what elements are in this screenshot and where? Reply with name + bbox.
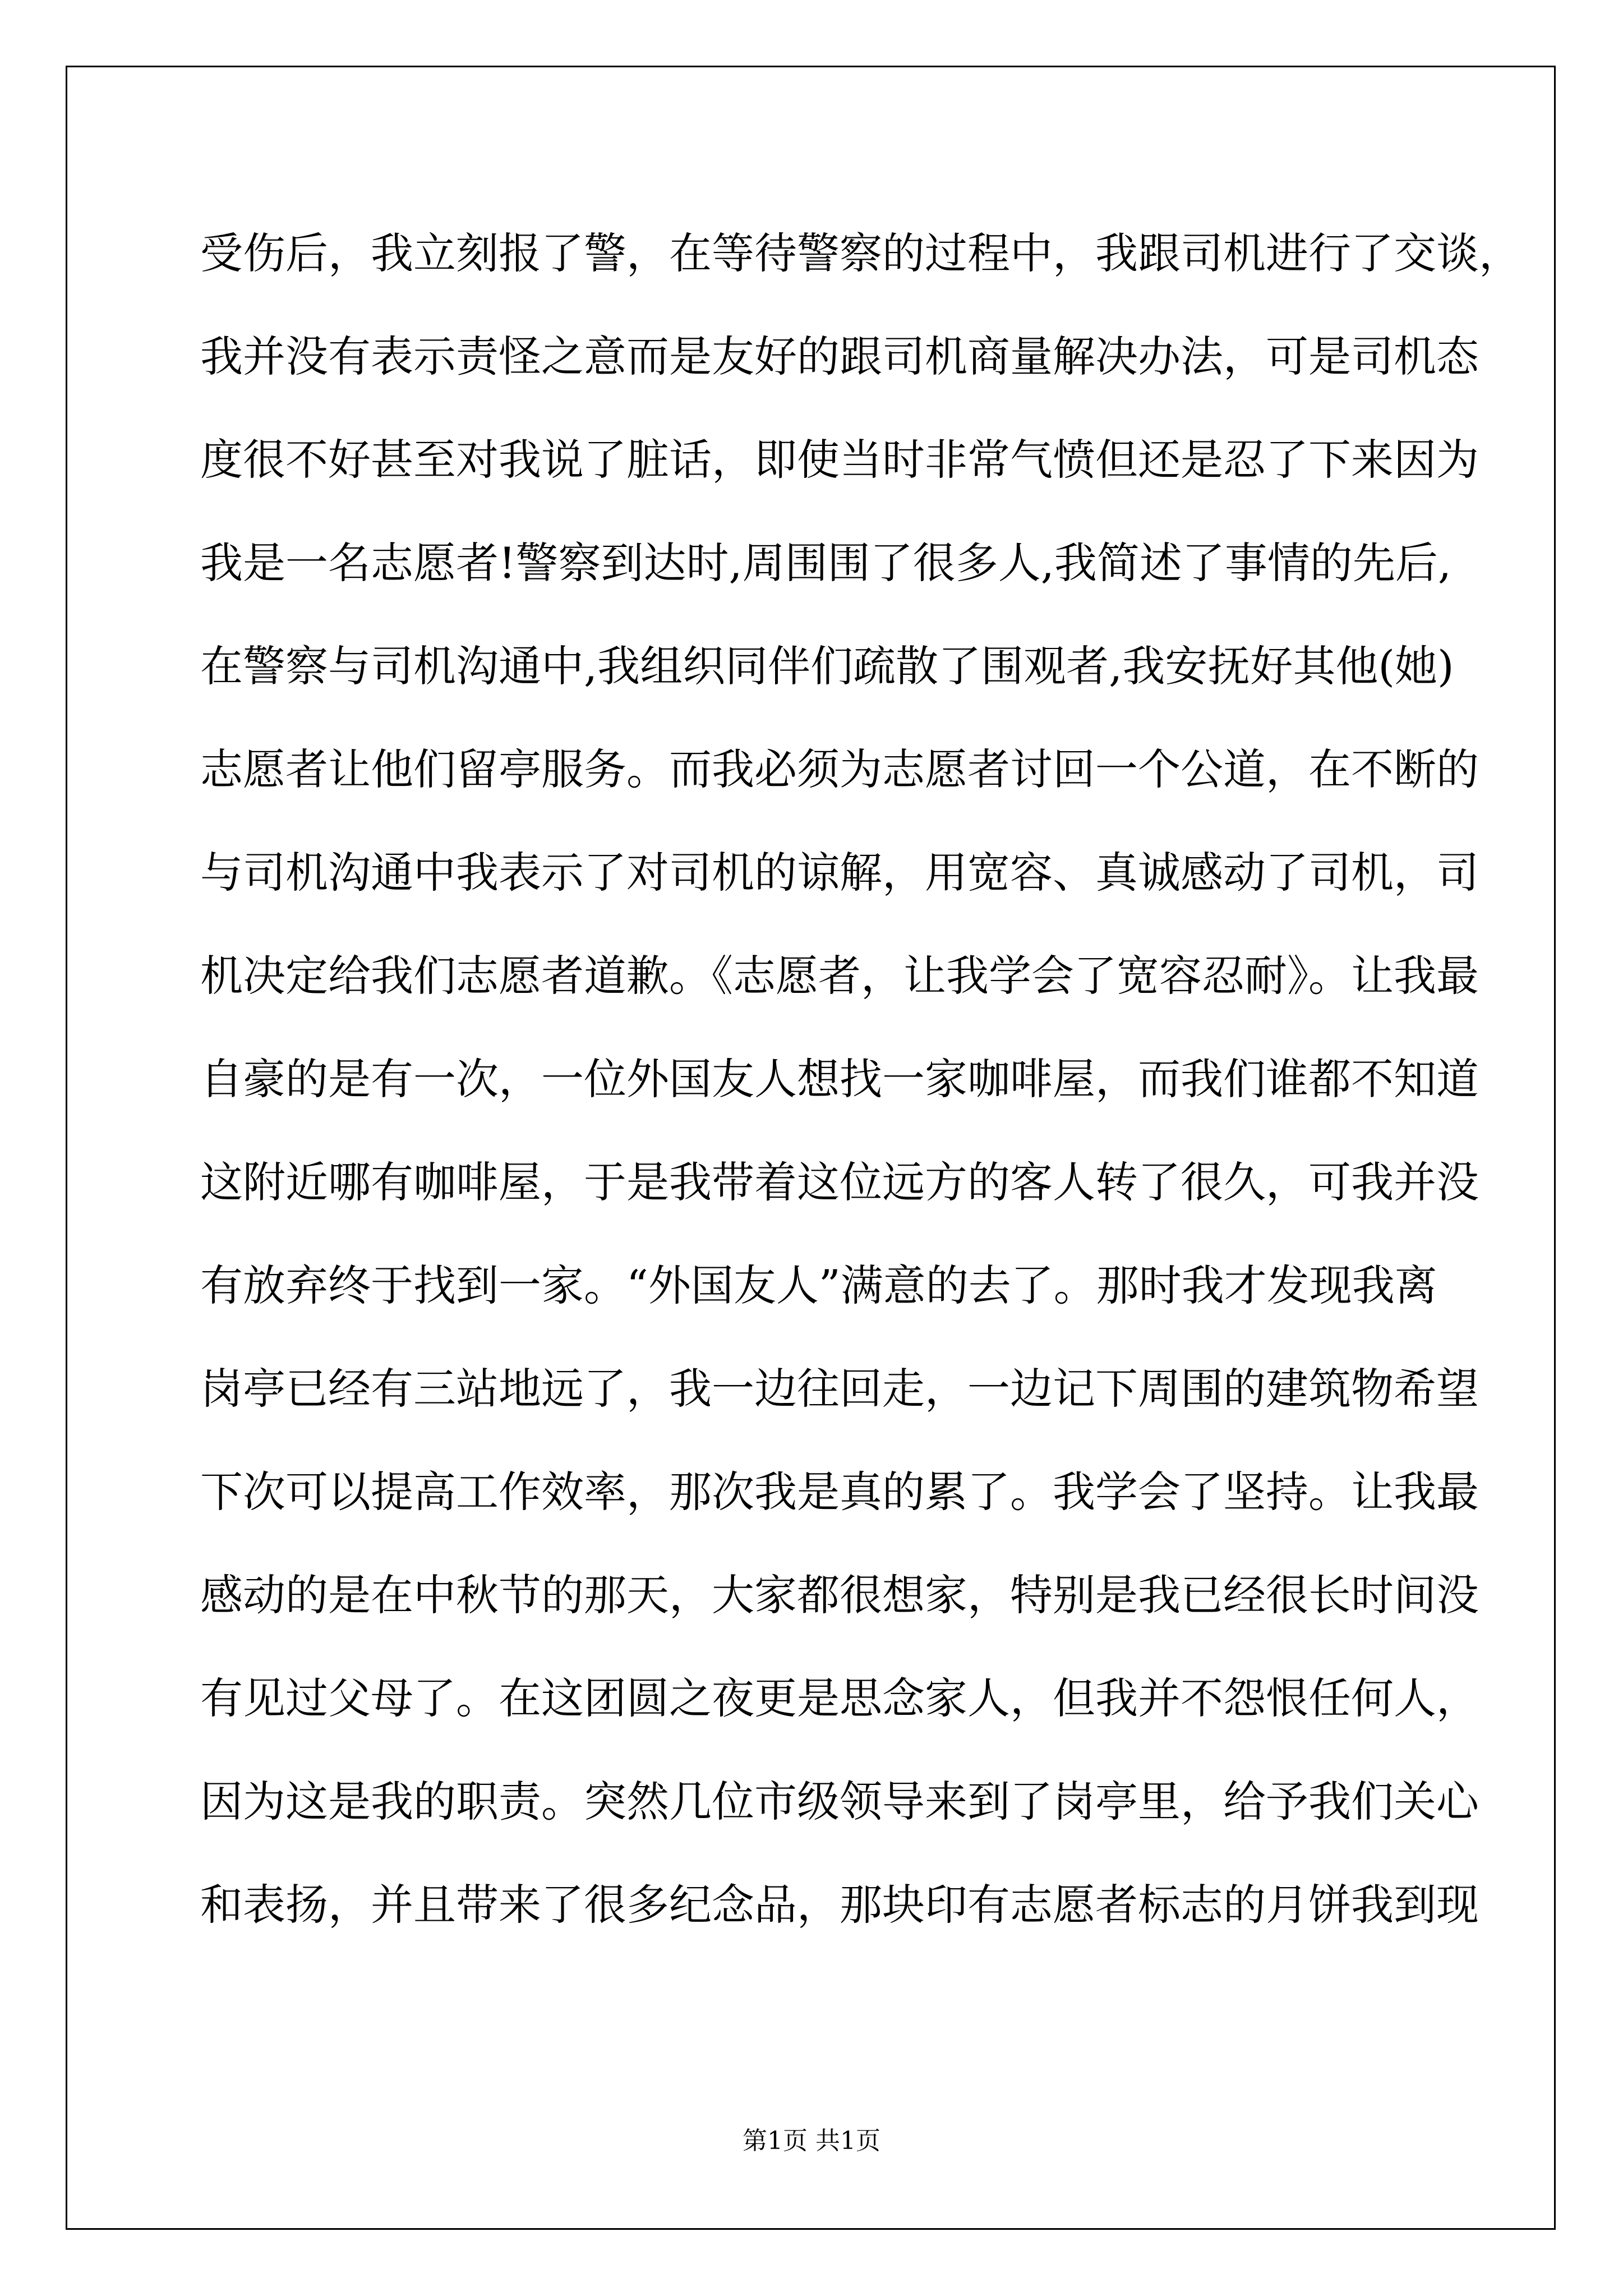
text-line: 机决定给我们志愿者道歉。《志愿者，让我学会了宽容忍耐》。让我最 xyxy=(200,951,1479,1001)
text-line: 因为这是我的职责。突然几位市级领导来到了岗亭里，给予我们关心 xyxy=(200,1777,1479,1826)
text-line: 我是一名志愿者!警察到达时,周围围了很多人,我简述了事情的先后, xyxy=(200,538,1452,588)
text-line: 受伤后，我立刻报了警，在等待警察的过程中，我跟司机进行了交谈， xyxy=(200,228,1521,278)
document-body xyxy=(200,202,1521,1957)
text-line: 我并没有表示责怪之意而是友好的跟司机商量解决办法，可是司机态 xyxy=(200,332,1479,381)
text-line: 感动的是在中秋节的那天，大家都很想家，特别是我已经很长时间没 xyxy=(200,1570,1479,1620)
text-line: 与司机沟通中我表示了对司机的谅解，用宽容、真诚感动了司机，司 xyxy=(200,848,1479,898)
text-line: 下次可以提高工作效率，那次我是真的累了。我学会了坚持。让我最 xyxy=(200,1467,1479,1517)
text-line: 在警察与司机沟通中,我组织同伴们疏散了围观者,我安抚好其他(她) xyxy=(200,641,1454,691)
text-line: 这附近哪有咖啡屋，于是我带着这位远方的客人转了很久，可我并没 xyxy=(200,1157,1479,1207)
text-line: 和表扬，并且带来了很多纪念品，那块印有志愿者标志的月饼我到现 xyxy=(200,1880,1479,1930)
text-line: 岗亭已经有三站地远了，我一边往回走，一边记下周围的建筑物希望 xyxy=(200,1364,1479,1414)
text-line: 度很不好甚至对我说了脏话，即使当时非常气愤但还是忍了下来因为 xyxy=(200,435,1479,485)
text-line: 有见过父母了。在这团圆之夜更是思念家人，但我并不怨恨任何人， xyxy=(200,1673,1479,1723)
text-line: 自豪的是有一次，一位外国友人想找一家咖啡屋，而我们谁都不知道 xyxy=(200,1054,1479,1104)
page-footer: 第1页 共1页 xyxy=(743,2127,880,2155)
text-line: 志愿者让他们留亭服务。而我必须为志愿者讨回一个公道，在不断的 xyxy=(200,744,1479,794)
text-line: 有放弃终于找到一家。“外国友人”满意的去了。那时我才发现我离 xyxy=(200,1260,1437,1310)
